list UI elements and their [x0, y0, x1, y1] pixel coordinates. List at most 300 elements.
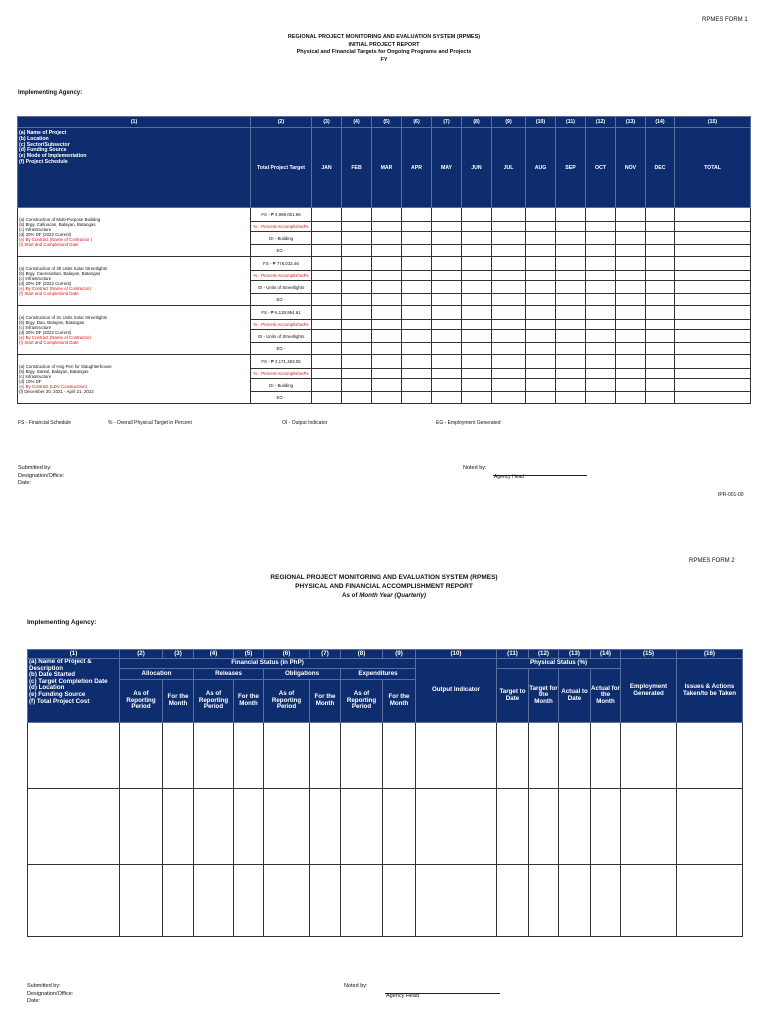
form1-title: REGIONAL PROJECT MONITORING AND EVALUATION SYSTEM (RPMES) — [287, 34, 481, 40]
month-cell[interactable] — [646, 271, 675, 281]
month-cell[interactable] — [312, 320, 342, 330]
month-cell[interactable] — [312, 379, 342, 392]
month-cell[interactable] — [556, 320, 586, 330]
month-cell[interactable] — [526, 257, 556, 271]
month-cell[interactable] — [462, 343, 492, 355]
month-cell[interactable] — [432, 320, 462, 330]
month-cell[interactable] — [556, 222, 586, 232]
month-cell[interactable] — [675, 281, 751, 294]
month-cell[interactable] — [492, 271, 526, 281]
month-cell[interactable] — [492, 306, 526, 320]
month-cell[interactable] — [675, 330, 751, 343]
month-cell[interactable] — [372, 232, 402, 245]
month-cell[interactable] — [402, 257, 432, 271]
month-cell[interactable] — [342, 379, 372, 392]
month-cell[interactable] — [312, 392, 342, 404]
month-cell[interactable] — [462, 369, 492, 379]
month-cell[interactable] — [646, 343, 675, 355]
month-cell[interactable] — [675, 355, 751, 369]
month-cell[interactable] — [616, 208, 646, 222]
month-cell[interactable] — [432, 306, 462, 320]
month-cell[interactable] — [675, 369, 751, 379]
month-cell[interactable] — [462, 379, 492, 392]
month-cell[interactable] — [586, 355, 616, 369]
report-cell[interactable] — [497, 789, 529, 865]
month-cell[interactable] — [402, 245, 432, 257]
form1-agency-label: Implementing Agency: — [18, 90, 83, 96]
month-cell[interactable] — [556, 257, 586, 271]
month-cell[interactable] — [492, 320, 526, 330]
month-cell[interactable] — [675, 245, 751, 257]
report-cell[interactable] — [341, 723, 383, 789]
month-cell[interactable] — [492, 330, 526, 343]
description-line: (c) Infrastructure — [19, 373, 52, 379]
month-cell[interactable] — [556, 245, 586, 257]
month-cell[interactable] — [432, 379, 462, 392]
month-cell[interactable] — [342, 208, 372, 222]
month-cell[interactable] — [586, 232, 616, 245]
report-cell[interactable] — [529, 789, 559, 865]
month-cell[interactable] — [526, 208, 556, 222]
report-cell[interactable] — [416, 789, 497, 865]
report-cell[interactable] — [28, 865, 120, 937]
month-cell[interactable] — [432, 294, 462, 306]
form1-colnum: (3) — [312, 117, 342, 128]
month-cell[interactable] — [432, 271, 462, 281]
month-cell[interactable] — [646, 257, 675, 271]
month-cell[interactable] — [462, 320, 492, 330]
month-header: MAY — [432, 128, 462, 208]
month-cell[interactable] — [372, 306, 402, 320]
month-cell[interactable] — [556, 355, 586, 369]
form2-title: REGIONAL PROJECT MONITORING AND EVALUATION SYSTEM (RPMES) — [270, 574, 498, 581]
issues-header: Issues & Actions Taken/to be Taken — [677, 659, 743, 723]
month-cell[interactable] — [586, 271, 616, 281]
month-cell[interactable] — [526, 379, 556, 392]
month-cell[interactable] — [646, 232, 675, 245]
month-cell[interactable] — [675, 392, 751, 404]
month-cell[interactable] — [372, 257, 402, 271]
header-line: (d) Location — [29, 684, 65, 692]
month-cell[interactable] — [492, 222, 526, 232]
legend-fs: FS - Financial Schedule — [18, 420, 72, 426]
month-cell[interactable] — [675, 232, 751, 245]
month-cell[interactable] — [586, 343, 616, 355]
report-cell[interactable] — [497, 723, 529, 789]
report-cell[interactable] — [416, 723, 497, 789]
form2-colnum: (10) — [416, 650, 497, 659]
month-cell[interactable] — [646, 208, 675, 222]
target-eg: EG - — [251, 343, 312, 355]
month-cell[interactable] — [432, 330, 462, 343]
project-description — [18, 355, 251, 404]
month-cell[interactable] — [646, 320, 675, 330]
description-line: (c) Infrastructure — [19, 275, 52, 281]
month-cell[interactable] — [312, 257, 342, 271]
month-cell[interactable] — [616, 271, 646, 281]
report-cell[interactable] — [529, 723, 559, 789]
month-cell[interactable] — [646, 245, 675, 257]
target-fs: FS - ₱ 4,999,001.96 — [251, 208, 312, 222]
month-cell[interactable] — [312, 355, 342, 369]
report-cell[interactable] — [234, 723, 264, 789]
month-cell[interactable] — [402, 281, 432, 294]
month-cell[interactable] — [526, 232, 556, 245]
month-cell[interactable] — [372, 343, 402, 355]
month-cell[interactable] — [675, 271, 751, 281]
month-cell[interactable] — [372, 271, 402, 281]
month-cell[interactable] — [402, 294, 432, 306]
month-cell[interactable] — [586, 392, 616, 404]
month-cell[interactable] — [675, 294, 751, 306]
target-eg: EG - — [251, 245, 312, 257]
month-cell[interactable] — [586, 320, 616, 330]
month-cell[interactable] — [492, 379, 526, 392]
target-to-date-header: Target to Date — [497, 669, 529, 723]
report-cell[interactable] — [264, 789, 310, 865]
month-cell[interactable] — [342, 355, 372, 369]
month-cell[interactable] — [526, 281, 556, 294]
form1-colnum: (1) — [18, 117, 251, 128]
month-cell[interactable] — [342, 257, 372, 271]
month-cell[interactable] — [526, 392, 556, 404]
month-cell[interactable] — [372, 208, 402, 222]
month-cell[interactable] — [492, 208, 526, 222]
month-cell[interactable] — [342, 369, 372, 379]
month-cell[interactable] — [556, 232, 586, 245]
month-cell[interactable] — [342, 281, 372, 294]
month-cell[interactable] — [616, 392, 646, 404]
month-cell[interactable] — [616, 355, 646, 369]
report-cell[interactable] — [677, 865, 743, 937]
report-cell[interactable] — [120, 789, 163, 865]
report-cell[interactable] — [341, 789, 383, 865]
month-cell[interactable] — [492, 392, 526, 404]
month-cell[interactable] — [616, 281, 646, 294]
month-cell[interactable] — [526, 294, 556, 306]
month-cell[interactable] — [586, 281, 616, 294]
form1-signature-block — [18, 465, 64, 488]
month-cell[interactable] — [646, 379, 675, 392]
month-cell[interactable] — [312, 343, 342, 355]
month-cell[interactable] — [675, 257, 751, 271]
month-cell[interactable] — [342, 343, 372, 355]
form2-colnum: (15) — [621, 650, 677, 659]
report-cell[interactable] — [559, 789, 591, 865]
form2-header — [0, 573, 768, 600]
report-cell[interactable] — [28, 789, 120, 865]
report-cell[interactable] — [383, 723, 416, 789]
month-cell[interactable] — [616, 306, 646, 320]
description-line: (e) By Contract (Name of Contractor) — [19, 286, 91, 292]
month-cell[interactable] — [556, 208, 586, 222]
for-month-header: For the Month — [234, 680, 264, 723]
report-cell[interactable] — [120, 865, 163, 937]
form1-subtitle: INITIAL PROJECT REPORT — [348, 41, 420, 48]
month-cell[interactable] — [312, 245, 342, 257]
month-header: FEB — [342, 128, 372, 208]
month-cell[interactable] — [372, 320, 402, 330]
month-cell[interactable] — [432, 281, 462, 294]
month-cell[interactable] — [402, 320, 432, 330]
month-cell[interactable] — [646, 294, 675, 306]
month-cell[interactable] — [556, 343, 586, 355]
month-cell[interactable] — [646, 306, 675, 320]
month-cell[interactable] — [432, 222, 462, 232]
report-cell[interactable] — [621, 723, 677, 789]
month-cell[interactable] — [586, 245, 616, 257]
month-cell[interactable] — [432, 392, 462, 404]
description-line: (d) 10% DF — [19, 379, 42, 384]
month-cell[interactable] — [586, 222, 616, 232]
month-cell[interactable] — [526, 245, 556, 257]
description-line: (c) Infrastructure — [19, 324, 52, 330]
month-cell[interactable] — [372, 245, 402, 257]
month-cell[interactable] — [556, 281, 586, 294]
report-cell[interactable] — [310, 723, 341, 789]
month-cell[interactable] — [372, 392, 402, 404]
report-cell[interactable] — [310, 865, 341, 937]
month-cell[interactable] — [586, 379, 616, 392]
month-cell[interactable] — [586, 306, 616, 320]
form2-colnum: (12) — [529, 650, 559, 659]
month-cell[interactable] — [526, 330, 556, 343]
month-cell[interactable] — [646, 281, 675, 294]
form2-colnum: (14) — [591, 650, 621, 659]
month-cell[interactable] — [312, 369, 342, 379]
month-cell[interactable] — [432, 232, 462, 245]
month-cell[interactable] — [432, 208, 462, 222]
month-cell[interactable] — [342, 222, 372, 232]
month-cell[interactable] — [372, 369, 402, 379]
month-cell[interactable] — [492, 245, 526, 257]
month-cell[interactable] — [372, 355, 402, 369]
month-cell[interactable] — [492, 281, 526, 294]
month-cell[interactable] — [402, 271, 432, 281]
report-cell[interactable] — [264, 723, 310, 789]
description-line: (a) Construction of 30 Units Solar Streetlights — [19, 265, 108, 271]
report-cell[interactable] — [194, 723, 234, 789]
month-cell[interactable] — [526, 222, 556, 232]
month-cell[interactable] — [492, 232, 526, 245]
month-cell[interactable] — [312, 330, 342, 343]
month-cell[interactable] — [432, 245, 462, 257]
month-cell[interactable] — [492, 257, 526, 271]
month-cell[interactable] — [556, 306, 586, 320]
form2-number: RPMES FORM 2 — [689, 558, 735, 564]
month-cell[interactable] — [342, 330, 372, 343]
month-cell[interactable] — [526, 271, 556, 281]
report-cell[interactable] — [341, 865, 383, 937]
report-cell[interactable] — [621, 789, 677, 865]
report-cell[interactable] — [163, 723, 194, 789]
month-cell[interactable] — [312, 208, 342, 222]
month-cell[interactable] — [616, 222, 646, 232]
header-line: (b) Date Started — [29, 671, 76, 679]
month-cell[interactable] — [342, 232, 372, 245]
month-cell[interactable] — [492, 355, 526, 369]
month-cell[interactable] — [462, 306, 492, 320]
month-cell[interactable] — [462, 281, 492, 294]
month-cell[interactable] — [402, 369, 432, 379]
month-cell[interactable] — [616, 245, 646, 257]
month-cell[interactable] — [402, 222, 432, 232]
month-cell[interactable] — [586, 369, 616, 379]
month-cell[interactable] — [646, 222, 675, 232]
for-month-header: For the Month — [383, 680, 416, 723]
actual-for-month-header: Actual for the Month — [591, 669, 621, 723]
month-cell[interactable] — [402, 208, 432, 222]
month-cell[interactable] — [556, 271, 586, 281]
report-cell[interactable] — [383, 865, 416, 937]
month-cell[interactable] — [462, 330, 492, 343]
month-cell[interactable] — [312, 271, 342, 281]
month-cell[interactable] — [646, 355, 675, 369]
month-cell[interactable] — [342, 271, 372, 281]
report-cell[interactable] — [234, 789, 264, 865]
month-cell[interactable] — [675, 222, 751, 232]
description-line: (d) 20% DF (2022 Current) — [19, 281, 72, 286]
form2-col-number-row — [28, 650, 743, 659]
month-cell[interactable] — [675, 306, 751, 320]
month-cell[interactable] — [646, 330, 675, 343]
month-cell[interactable] — [312, 306, 342, 320]
month-cell[interactable] — [462, 232, 492, 245]
report-cell[interactable] — [497, 865, 529, 937]
month-cell[interactable] — [675, 343, 751, 355]
month-cell[interactable] — [556, 294, 586, 306]
month-cell[interactable] — [342, 245, 372, 257]
month-cell[interactable] — [432, 257, 462, 271]
month-cell[interactable] — [462, 271, 492, 281]
month-cell[interactable] — [462, 245, 492, 257]
report-cell[interactable] — [264, 865, 310, 937]
month-cell[interactable] — [462, 355, 492, 369]
month-cell[interactable] — [616, 320, 646, 330]
month-cell[interactable] — [675, 379, 751, 392]
month-cell[interactable] — [492, 343, 526, 355]
month-cell[interactable] — [462, 257, 492, 271]
header-line: (f) Project Schedule — [19, 158, 68, 165]
month-cell[interactable] — [402, 379, 432, 392]
report-cell[interactable] — [310, 789, 341, 865]
report-cell[interactable] — [194, 865, 234, 937]
form2-colnum: (7) — [310, 650, 341, 659]
month-cell[interactable] — [342, 306, 372, 320]
month-cell[interactable] — [462, 294, 492, 306]
report-cell[interactable] — [591, 865, 621, 937]
month-cell[interactable] — [402, 343, 432, 355]
month-cell[interactable] — [462, 392, 492, 404]
month-cell[interactable] — [402, 330, 432, 343]
month-cell[interactable] — [372, 294, 402, 306]
form2-project-header — [28, 659, 120, 723]
month-cell[interactable] — [342, 392, 372, 404]
month-cell[interactable] — [526, 306, 556, 320]
month-cell[interactable] — [675, 208, 751, 222]
target-eg: EG - — [251, 294, 312, 306]
month-cell[interactable] — [646, 369, 675, 379]
month-cell[interactable] — [432, 355, 462, 369]
month-cell[interactable] — [586, 208, 616, 222]
month-cell[interactable] — [556, 379, 586, 392]
header-line: (f) Total Project Cost — [29, 697, 90, 705]
month-cell[interactable] — [616, 343, 646, 355]
month-cell[interactable] — [492, 369, 526, 379]
month-cell[interactable] — [372, 379, 402, 392]
month-cell[interactable] — [556, 330, 586, 343]
month-cell[interactable] — [526, 355, 556, 369]
month-cell[interactable] — [372, 281, 402, 294]
month-cell[interactable] — [402, 355, 432, 369]
month-cell[interactable] — [616, 330, 646, 343]
project-subrow — [18, 257, 751, 271]
month-cell[interactable] — [586, 294, 616, 306]
report-cell[interactable] — [591, 723, 621, 789]
month-cell[interactable] — [402, 232, 432, 245]
month-cell[interactable] — [462, 208, 492, 222]
report-cell[interactable] — [677, 789, 743, 865]
month-cell[interactable] — [526, 320, 556, 330]
month-cell[interactable] — [586, 330, 616, 343]
month-cell[interactable] — [372, 330, 402, 343]
month-cell[interactable] — [402, 306, 432, 320]
report-cell[interactable] — [621, 865, 677, 937]
report-cell[interactable] — [120, 723, 163, 789]
noted-by-label: Noted by: — [344, 983, 368, 989]
month-cell[interactable] — [312, 281, 342, 294]
month-cell[interactable] — [402, 392, 432, 404]
report-cell[interactable] — [529, 865, 559, 937]
report-cell[interactable] — [194, 789, 234, 865]
report-cell[interactable] — [559, 723, 591, 789]
month-cell[interactable] — [342, 294, 372, 306]
month-cell[interactable] — [526, 343, 556, 355]
for-month-header: For the Month — [163, 680, 194, 723]
report-cell[interactable] — [559, 865, 591, 937]
month-cell[interactable] — [616, 232, 646, 245]
report-cell[interactable] — [383, 789, 416, 865]
report-cell[interactable] — [163, 865, 194, 937]
report-cell[interactable] — [234, 865, 264, 937]
month-cell[interactable] — [586, 257, 616, 271]
month-cell[interactable] — [432, 343, 462, 355]
designation-label: Designation/Office: — [27, 990, 74, 997]
report-cell[interactable] — [677, 723, 743, 789]
month-cell[interactable] — [462, 222, 492, 232]
month-cell[interactable] — [616, 369, 646, 379]
month-cell[interactable] — [616, 379, 646, 392]
month-cell[interactable] — [526, 369, 556, 379]
report-cell[interactable] — [28, 723, 120, 789]
month-cell[interactable] — [312, 294, 342, 306]
month-cell[interactable] — [556, 369, 586, 379]
month-cell[interactable] — [312, 232, 342, 245]
month-cell[interactable] — [342, 320, 372, 330]
month-cell[interactable] — [616, 294, 646, 306]
report-cell[interactable] — [591, 789, 621, 865]
month-cell[interactable] — [646, 392, 675, 404]
month-cell[interactable] — [312, 222, 342, 232]
month-cell[interactable] — [492, 294, 526, 306]
month-cell[interactable] — [556, 392, 586, 404]
month-cell[interactable] — [432, 369, 462, 379]
month-cell[interactable] — [616, 257, 646, 271]
report-cell[interactable] — [163, 789, 194, 865]
month-cell[interactable] — [675, 320, 751, 330]
month-cell[interactable] — [372, 222, 402, 232]
report-cell[interactable] — [416, 865, 497, 937]
